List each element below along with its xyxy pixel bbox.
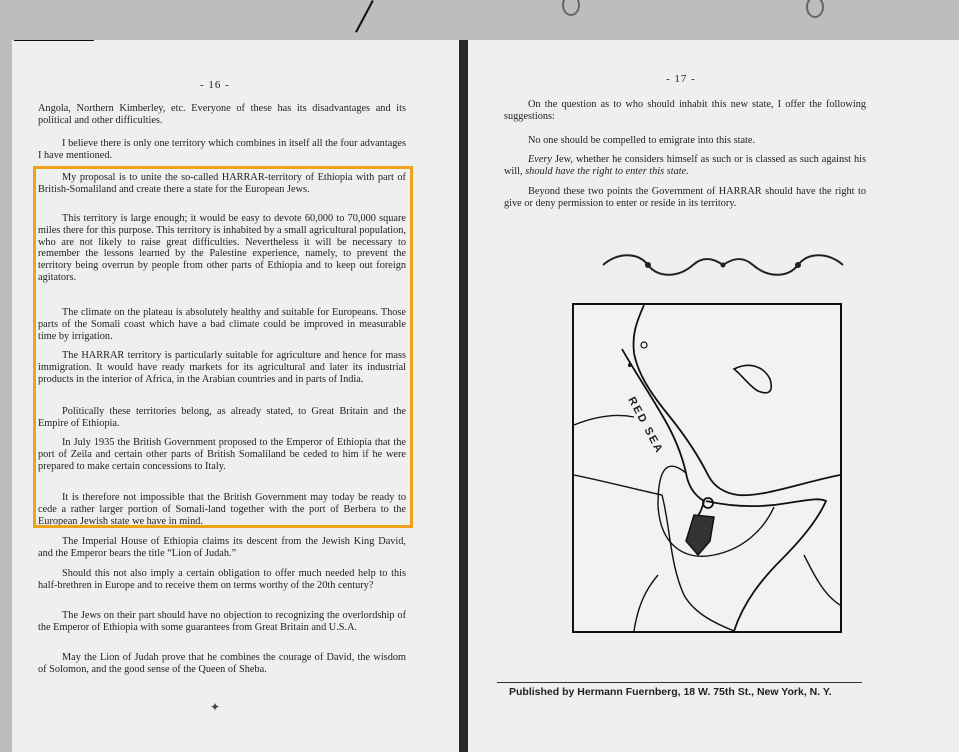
map-frame	[572, 303, 842, 633]
left-paragraph-9: It is therefore not impossible that the British Government may today be ready to cede a rather larger portion of Somali-land together with the port of Berbera to the European Jewish state we have in mind.	[38, 492, 406, 527]
red-sea-map	[574, 305, 840, 631]
punch-hole-right	[806, 0, 824, 18]
page-number-right: - 17 -	[666, 73, 696, 85]
left-paragraph-4: This territory is large enough; it would be easy to devote 60,000 to 70,000 square miles there for this purpose. This territory is inhabited by a small agricultural population, who are not likely to raise great difficulties. Nevertheless it will be necessary to remember the lessons learned by the Palestine experience, namely, to prevent the territory being overrun by people from other parts of Ethiopia and to keep out foreign agitators.	[38, 213, 406, 283]
right-intro-paragraph: On the question as to who should inhabit this new state, I offer the following suggestions:	[504, 99, 866, 122]
left-paragraph-10: The Imperial House of Ethiopia claims its descent from the Jewish King David, and the Emperor bears the title “Lion of Judah.”	[38, 536, 406, 559]
left-paragraph-7: Politically these territories belong, as already stated, to Great Britain and the Empire of Ethiopia.	[38, 406, 406, 429]
left-paragraph-8: In July 1935 the British Government proposed to the Emperor of Ethiopia that the port of Zeila and certain other parts of British Somaliland be ceded to him if he were prepared to make certain concessions to Italy.	[38, 437, 406, 472]
red-sea-label: RED SEA	[625, 395, 666, 457]
suggestion-2	[504, 154, 866, 177]
suggestion-3: Beyond these two points the Government of HARRAR should have the right to give or deny permission to enter or reside in its territory.	[504, 186, 866, 209]
left-paragraph-11: Should this not also imply a certain obligation to offer much needed help to this half-brethren in Europe and to receive them on terms worthy of the 20th century?	[38, 568, 406, 591]
left-paragraph-3: My proposal is to unite the so-called HARRAR-territory of Ethiopia with part of British-Somaliland and create there a state for the European Jews.	[38, 172, 406, 195]
left-paragraph-1: Angola, Northern Kimberley, etc. Everyone of these has its disadvantages and its political and other difficulties.	[38, 103, 406, 126]
suggestion-2-body: Jew, whether he considers himself as such or is classed as such against his will,	[504, 154, 866, 177]
decorative-scroll-ornament	[598, 250, 848, 280]
page-ornament-mark: ✦	[210, 700, 221, 714]
left-paragraph-6: The HARRAR territory is particularly suitable for agriculture and hence for mass immigration. It would have ready markets for its agricultural and later its industrial products in the interior of Africa, in the Arabian countries and in parts of India.	[38, 350, 406, 385]
suggestion-2-emphasis: should have the right to enter this state.	[525, 165, 689, 177]
footer-rule	[497, 682, 862, 683]
page-number-left: - 16 -	[200, 79, 230, 91]
staple-line	[355, 0, 374, 33]
punch-hole-left	[562, 0, 580, 16]
suggestion-1: No one should be compelled to emigrate into this state.	[528, 135, 756, 146]
left-paragraph-2: I believe there is only one territory which combines in itself all the four advantages I have mentioned.	[38, 138, 406, 161]
publisher-footer: Published by Hermann Fuernberg, 18 W. 75th St., New York, N. Y.	[509, 686, 832, 698]
edge-mark	[14, 40, 94, 41]
left-paragraph-12: The Jews on their part should have no objection to recognizing the overlordship of the Emperor of Ethiopia with some guarantees from Great Britain and U.S.A.	[38, 610, 406, 633]
left-paragraph-5: The climate on the plateau is absolutely healthy and suitable for Europeans. Those parts of the Somali coast which have a bad climate could be improved in measurable time by irrigation.	[38, 307, 406, 342]
suggestion-2-lead: Every	[528, 154, 553, 165]
left-paragraph-13: May the Lion of Judah prove that he combines the courage of David, the wisdom of Solomon, and the good sense of the Queen of Sheba.	[38, 652, 406, 675]
